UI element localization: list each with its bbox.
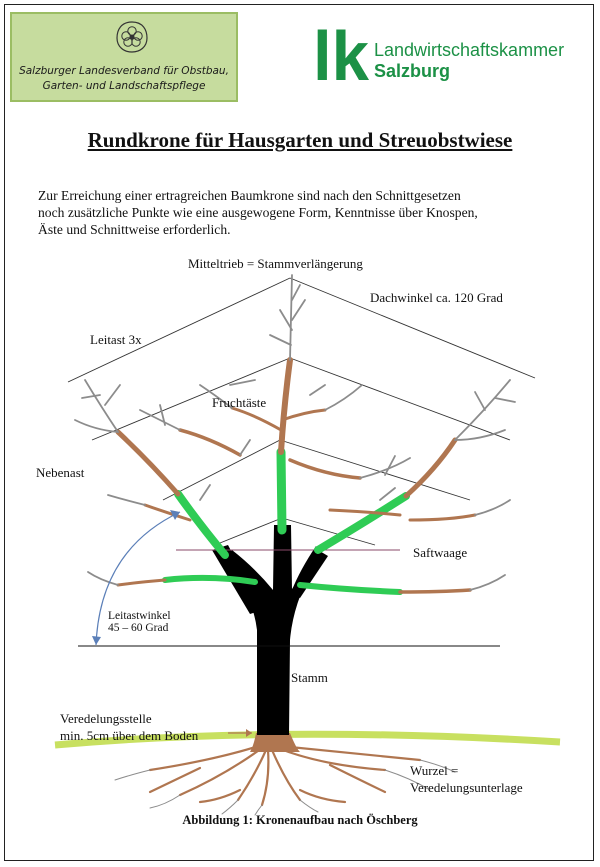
label-leitastwinkel-line2: 45 – 60 Grad	[108, 622, 169, 634]
label-mitteltrieb: Mitteltrieb = Stammverlängerung	[188, 256, 363, 271]
intro-line1: Zur Erreichung einer ertragreichen Baumkrone sind nach den Schnittgesetzen	[38, 188, 461, 203]
label-wurzel	[410, 762, 523, 796]
twigs	[75, 275, 515, 590]
label-leitast: Leitast 3x	[90, 332, 142, 347]
label-fruchtaeste: Fruchtäste	[212, 395, 267, 410]
roots	[150, 745, 420, 805]
label-leitastwinkel	[108, 610, 171, 634]
chamber-name-line1: Landwirtschaftskammer	[374, 40, 565, 60]
trunk	[222, 525, 320, 735]
label-dachwinkel: Dachwinkel ca. 120 Grad	[370, 290, 503, 305]
page-title: Rundkrone für Hausgarten und Streuobstwiese	[87, 128, 513, 152]
label-stamm: Stamm	[291, 670, 328, 685]
association-name-line1: Salzburger Landesverband für Obstbau,	[19, 65, 229, 77]
label-nebenast: Nebenast	[36, 465, 85, 480]
association-name-line2: Garten- und Landschaftspflege	[42, 80, 206, 92]
label-saftwaage: Saftwaage	[413, 545, 468, 560]
label-leitastwinkel-line1: Leitastwinkel	[108, 610, 171, 622]
intro-line2: noch zusätzliche Punkte wie eine ausgewogene Form, Kenntnisse über Knospen,	[38, 205, 478, 220]
label-wurzel-line1: Wurzel =	[410, 763, 459, 778]
label-veredelung-line2: min. 5cm über dem Boden	[60, 728, 199, 743]
crown-angle-lines	[68, 278, 535, 545]
chamber-logo-mark: lk	[313, 26, 370, 82]
label-wurzel-line2: Veredelungsunterlage	[410, 780, 523, 795]
intro-line3: Äste und Schnittweise erforderlich.	[38, 222, 231, 237]
figure-caption: Abbildung 1: Kronenaufbau nach Öschberg	[182, 813, 418, 827]
label-veredelungsstelle	[60, 710, 198, 744]
chamber-name-line2: Salzburg	[374, 61, 451, 81]
leitastwinkel-arrowhead-bottom	[92, 636, 101, 645]
label-veredelung-line1: Veredelungsstelle	[60, 711, 152, 726]
